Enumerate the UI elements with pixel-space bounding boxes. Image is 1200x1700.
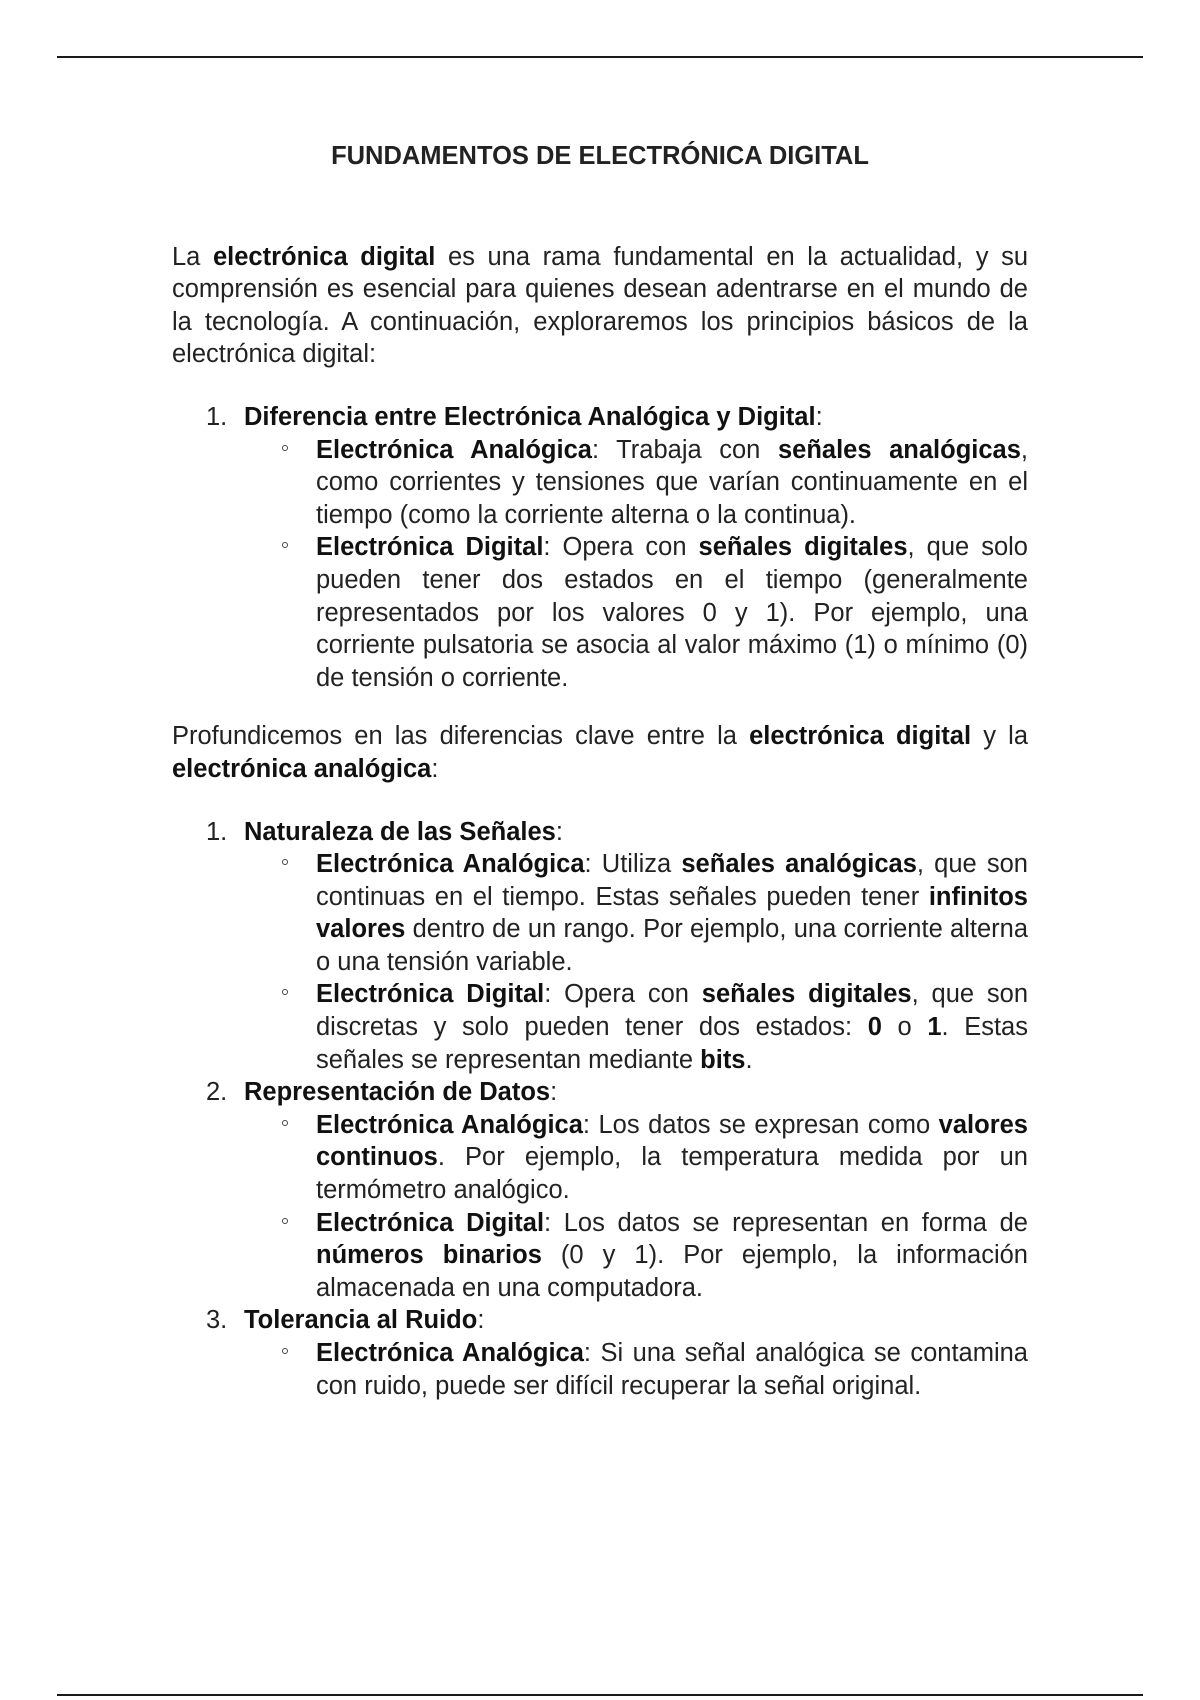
sub-text: o — [881, 1013, 928, 1042]
circle-bullet-icon — [282, 989, 288, 995]
sub-bold: señales analógicas — [777, 435, 1021, 464]
sub-bold: Electrónica Digital — [316, 533, 544, 562]
sub-text: . Estas señales se representan mediante — [316, 1013, 1028, 1074]
sub-bold: señales digitales — [698, 533, 908, 562]
list-number: 3. — [206, 1306, 228, 1335]
list-number: 1. — [206, 402, 228, 431]
sub-bold: Electrónica Analógica — [316, 1339, 584, 1367]
para2-bold-2: electrónica analógica — [172, 754, 432, 783]
sub-list — [244, 848, 1028, 1076]
sub-list-item — [244, 1337, 1028, 1402]
sub-list-item — [244, 1207, 1028, 1305]
sub-text: : Utiliza — [584, 850, 682, 879]
para2-bold-1: electrónica digital — [749, 722, 972, 751]
list-heading-colon: : — [477, 1306, 485, 1335]
sub-bold: 1 — [927, 1013, 942, 1042]
sub-text: , que solo pueden tener dos estados en el tiempo (generalmente representados por los valores 0 y 1). Por ejemplo, una corriente pulsatoria se asocia al valor máximo (1) o mínimo (0) de tensión o corriente. — [316, 533, 1028, 692]
sub-text: : Los datos se expresan como — [582, 1110, 939, 1139]
list-heading-colon: : — [550, 1078, 558, 1107]
sub-bold: 0 — [867, 1013, 882, 1042]
footer-rule — [57, 1694, 1143, 1696]
sub-text: , que son continuas en el tiempo. Estas señales pueden tener — [316, 850, 1028, 911]
intro-text-2: es una rama fundamental en la actualidad, y su comprensión es esencial para quienes desean adentrarse en el mundo de la tecnología. A continuación, exploraremos los principios básicos de la electrónica digital: — [172, 242, 1029, 369]
circle-bullet-icon — [282, 859, 288, 865]
sub-bold: Electrónica Digital — [316, 1208, 545, 1237]
list-item — [172, 816, 1028, 1077]
numbered-list-1 — [172, 401, 1028, 694]
sub-list-item — [244, 1109, 1028, 1207]
sub-list — [244, 1337, 1028, 1402]
page-title: FUNDAMENTOS DE ELECTRÓNICA DIGITAL — [331, 142, 869, 170]
document-body — [172, 140, 1028, 1402]
list-heading: Tolerancia al Ruido — [244, 1306, 478, 1335]
sub-bold: Electrónica Analógica — [316, 1110, 583, 1139]
circle-bullet-icon — [282, 445, 288, 451]
list-heading-colon: : — [815, 402, 823, 431]
circle-bullet-icon — [282, 1348, 288, 1354]
second-paragraph — [172, 720, 1028, 785]
sub-bold: Electrónica Digital — [316, 980, 545, 1009]
header-rule — [57, 56, 1143, 58]
sub-text: : Los datos se representan en forma de — [544, 1208, 1028, 1237]
sub-text: . — [745, 1045, 753, 1074]
circle-bullet-icon — [282, 1120, 288, 1126]
sub-text: , como corrientes y tensiones que varían continuamente en el tiempo (como la corriente alterna o la continua). — [316, 435, 1028, 529]
sub-text: : Trabaja con — [591, 435, 778, 464]
intro-text-1: La — [172, 242, 213, 271]
circle-bullet-icon — [282, 1218, 288, 1224]
sub-list — [244, 1109, 1028, 1305]
list-item — [172, 401, 1028, 694]
numbered-list-2 — [172, 816, 1028, 1403]
list-number: 2. — [206, 1078, 228, 1107]
sub-list — [244, 434, 1028, 695]
sub-text: : Si una señal analógica se contamina con ruido, puede ser difícil recuperar la señal original. — [316, 1339, 1028, 1400]
list-item — [172, 1076, 1028, 1304]
para2-text-3: : — [431, 754, 439, 783]
sub-list-item — [244, 531, 1028, 694]
list-heading: Naturaleza de las Señales — [244, 817, 556, 846]
intro-bold-1: electrónica digital — [212, 242, 436, 271]
sub-list-item — [244, 434, 1028, 532]
intro-paragraph — [172, 241, 1028, 371]
para2-text-1: Profundicemos en las diferencias clave entre la — [172, 722, 750, 751]
sub-text: : Opera con — [544, 980, 702, 1009]
sub-text: , que son discretas y solo pueden tener dos estados: — [316, 980, 1028, 1042]
sub-bold: valores continuos — [316, 1110, 1028, 1172]
sub-bold: Electrónica Analógica — [316, 435, 592, 464]
sub-bold: señales analógicas — [681, 850, 917, 879]
sub-bold: números binarios — [316, 1241, 542, 1270]
list-number: 1. — [206, 817, 228, 846]
para2-text-2: y la — [971, 722, 1029, 751]
sub-list-item — [244, 978, 1028, 1076]
sub-list-item — [244, 848, 1028, 978]
list-heading: Representación de Datos — [244, 1078, 551, 1107]
list-item — [172, 1304, 1028, 1402]
sub-bold: señales digitales — [701, 980, 912, 1009]
sub-bold: Electrónica Analógica — [316, 850, 585, 879]
sub-bold: infinitos valores — [316, 882, 1028, 944]
list-heading: Diferencia entre Electrónica Analógica y Digital — [244, 402, 816, 431]
sub-text: dentro de un rango. Por ejemplo, una corriente alterna o una tensión variable. — [316, 915, 1028, 976]
list-heading-colon: : — [555, 817, 563, 846]
sub-bold: bits — [700, 1045, 746, 1074]
circle-bullet-icon — [282, 542, 288, 548]
sub-text: : Opera con — [543, 533, 699, 562]
sub-text: . Por ejemplo, la temperatura medida por un termómetro analógico. — [316, 1143, 1028, 1205]
sub-text: (0 y 1). Por ejemplo, la información almacenada en una computadora. — [316, 1241, 1028, 1302]
